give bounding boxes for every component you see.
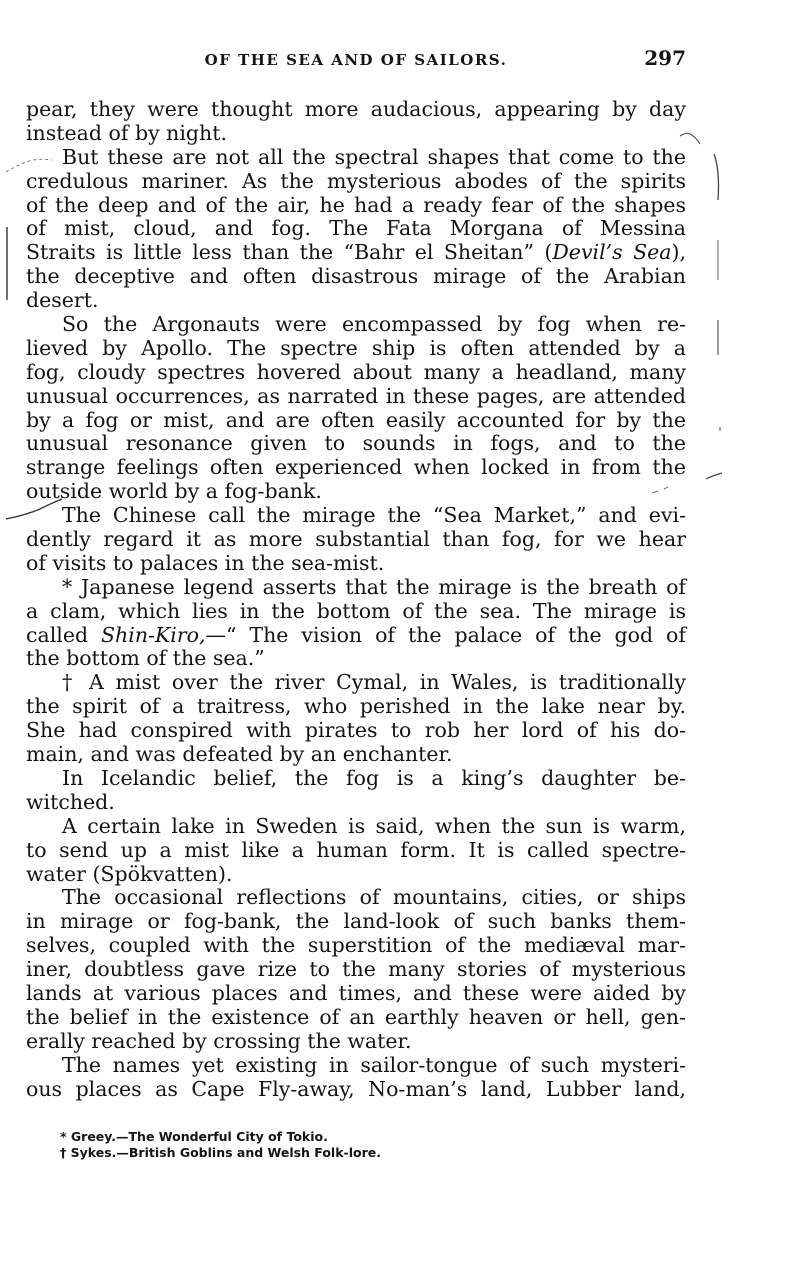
text-run: —“ The vision of the palace of the god of bbox=[205, 622, 686, 647]
footnote: † Sykes.—British Goblins and Welsh Folk-lore. bbox=[60, 1145, 381, 1160]
text-line: strange feelings often experienced when locked in from the bbox=[26, 455, 686, 480]
text-line: unusual occurrences, as narrated in these pages, are attended bbox=[26, 383, 686, 408]
text-line: desert. bbox=[26, 288, 99, 313]
text-line: lands at various places and times, and these were aided by bbox=[26, 980, 686, 1005]
paragraph-start-line: The names yet existing in sailor-tongue of such mysteri- bbox=[62, 1052, 686, 1077]
italic-text-run: Devil’s Sea bbox=[552, 240, 672, 265]
text-line: unusual resonance given to sounds in fogs, and to the bbox=[26, 431, 686, 456]
running-head bbox=[26, 46, 686, 76]
text-run: called bbox=[26, 622, 102, 647]
text-line: the spirit of a traitress, who perished in the lake near by. bbox=[26, 694, 686, 719]
text-line: of mist, cloud, and fog. The Fata Morgana of Messina bbox=[26, 216, 686, 241]
text-line: the deceptive and often disastrous mirage of the Arabian bbox=[26, 264, 686, 289]
text-line: ous places as Cape Fly-away, No-man’s land, Lubber land, bbox=[26, 1076, 686, 1101]
text-line bbox=[26, 624, 686, 648]
text-line: instead of by night. bbox=[26, 120, 228, 145]
paragraph-start-line: The Chinese call the mirage the “Sea Market,” and evi- bbox=[62, 503, 686, 528]
text-line: in mirage or fog-bank, the land-look of such banks them- bbox=[26, 909, 686, 934]
footnotes bbox=[60, 1129, 510, 1161]
italic-text-run: Shin-Kiro, bbox=[101, 622, 206, 647]
text-run: Straits is little less than the “Bahr el Sheitan” ( bbox=[26, 240, 553, 265]
text-line: witched. bbox=[26, 789, 115, 814]
text-line: water (Spökvatten). bbox=[26, 861, 233, 886]
pencil-swoosh-left bbox=[0, 495, 70, 525]
text-line: of visits to palaces in the sea-mist. bbox=[26, 550, 385, 575]
paragraph-start-line: The occasional reflections of mountains, cities, or ships bbox=[62, 885, 686, 910]
text-run: ), bbox=[671, 240, 686, 265]
pencil-mark-top-right bbox=[676, 128, 706, 158]
text-line: iner, doubtless gave rize to the many stories of mysterious bbox=[26, 957, 686, 982]
pencil-mark-top-left bbox=[2, 150, 62, 180]
text-line: to send up a mist like a human form. It is called spectre- bbox=[26, 837, 686, 862]
paragraph-start-line: A certain lake in Sweden is said, when the sun is warm, bbox=[62, 813, 686, 838]
pencil-mark-right-middle bbox=[640, 415, 730, 495]
text-line: lieved by Apollo. The spectre ship is often attended by a bbox=[26, 335, 686, 360]
text-line: selves, coupled with the superstition of the mediæval mar- bbox=[26, 933, 686, 958]
text-line: dently regard it as more substantial than fog, for we hear bbox=[26, 527, 686, 552]
text-line: main, and was defeated by an enchanter. bbox=[26, 742, 453, 767]
pencil-bracket-right bbox=[708, 150, 728, 380]
paragraph-start-line: But these are not all the spectral shapes that come to the bbox=[62, 144, 686, 169]
text-line: of the deep and of the air, he had a ready fear of the shapes bbox=[26, 192, 686, 217]
pencil-bracket-left bbox=[0, 225, 14, 305]
text-line: the bottom of the sea.” bbox=[26, 646, 265, 671]
footnote: * Greey.—The Wonderful City of Tokio. bbox=[60, 1129, 328, 1144]
body-text bbox=[26, 98, 686, 1101]
text-line: credulous mariner. As the mysterious abodes of the spirits bbox=[26, 168, 686, 193]
text-line bbox=[26, 241, 686, 265]
text-line: outside world by a fog-bank. bbox=[26, 479, 322, 504]
text-line: a clam, which lies in the bottom of the sea. The mirage is bbox=[26, 598, 686, 623]
paragraph-start-line: † A mist over the river Cymal, in Wales, is traditionally bbox=[62, 670, 686, 695]
text-line: She had conspired with pirates to rob her lord of his do- bbox=[26, 718, 686, 743]
text-line: pear, they were thought more audacious, appearing by day bbox=[26, 97, 686, 121]
text-line: erally reached by crossing the water. bbox=[26, 1028, 412, 1053]
text-line: the belief in the existence of an earthly heaven or hell, gen- bbox=[26, 1004, 686, 1029]
page-number: 297 bbox=[644, 46, 686, 70]
running-title: OF THE SEA AND OF SAILORS. bbox=[204, 51, 508, 69]
paragraph-start-line: So the Argonauts were encompassed by fog when re- bbox=[62, 312, 686, 337]
paragraph-start-line: In Icelandic belief, the fog is a king’s daughter be- bbox=[62, 765, 686, 790]
paragraph-start-line: * Japanese legend asserts that the mirage is the breath of bbox=[62, 574, 686, 599]
text-line: fog, cloudy spectres hovered about many a headland, many bbox=[26, 359, 686, 384]
text-line: by a fog or mist, and are often easily accounted for by the bbox=[26, 407, 686, 432]
